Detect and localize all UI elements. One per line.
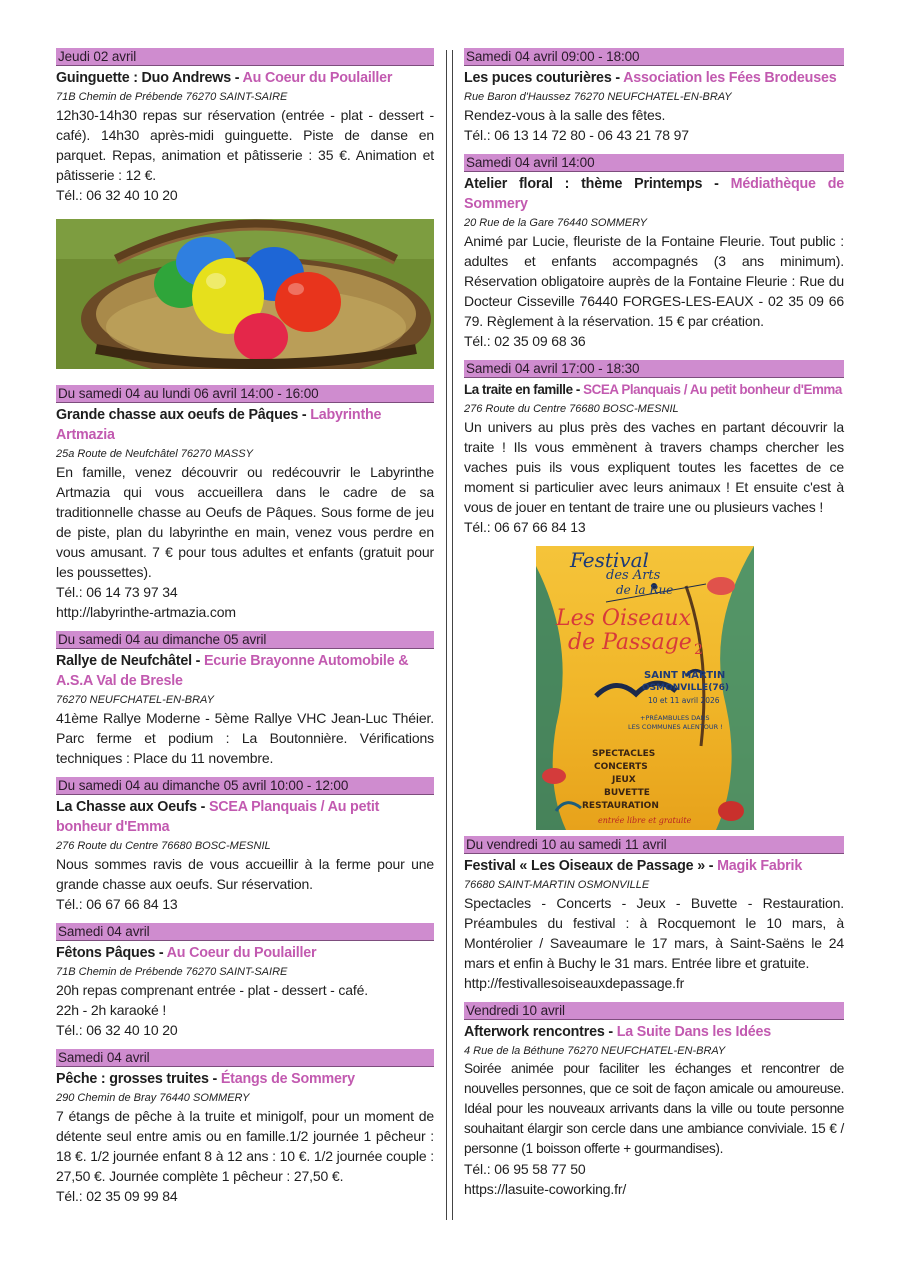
event-description: Nous sommes ravis de vous accueillir à la ferme pour une grande chasse aux oeufs. Sur réservation.: [56, 856, 434, 892]
event-title: La Chasse aux Oeufs - SCEA Planquais / Au petit bonheur d'Emma: [56, 799, 380, 835]
event-phone: Tél.: 02 35 09 99 84: [56, 1188, 178, 1204]
event-organizer: Au Coeur du Poulailler: [166, 945, 317, 961]
event-address: 71B Chemin de Prébende 76270 SAINT-SAIRE: [56, 91, 288, 103]
event-address: 4 Rue de la Béthune 76270 NEUFCHATEL-EN-BRAY: [464, 1045, 726, 1057]
event-date: Du vendredi 10 au samedi 11 avril: [464, 836, 844, 854]
event-phone: Tél.: 02 35 09 68 36: [464, 333, 586, 349]
poster-dates: 10 et 11 avril 2026: [648, 696, 720, 705]
event-title: Fêtons Pâques - Au Coeur du Poulailler: [56, 945, 317, 961]
event-organizer: La Suite Dans les Idées: [616, 1024, 772, 1040]
event-organizer: Étangs de Sommery: [220, 1071, 355, 1087]
poster-title: des Arts: [606, 568, 661, 583]
event-phone: Tél.: 06 67 66 84 13: [56, 896, 178, 912]
event-phone: Tél.: 06 32 40 10 20: [56, 1022, 178, 1038]
event-address: 71B Chemin de Prébende 76270 SAINT-SAIRE: [56, 966, 288, 978]
event-date: Du samedi 04 au dimanche 05 avril: [56, 631, 434, 649]
event-peche: [56, 1049, 434, 1206]
event-address: 290 Chemin de Bray 76440 SOMMERY: [56, 1092, 250, 1104]
event-description: En famille, venez découvrir ou redécouvrir le Labyrinthe Artmazia qui vous accueillera dans le cadre de sa traditionnelle chasse au Oeufs de Pâques. Sous forme de jeu de piste, plan du labyrinthe en main, venez vous perdre en vous amusant. 7 € pour tous adultes et enfants (gratuit pour les poussettes).: [56, 464, 434, 580]
event-title: Guinguette : Duo Andrews - Au Coeur du Poulailler: [56, 70, 393, 86]
event-date: Vendredi 10 avril: [464, 1002, 844, 1020]
event-description: 22h - 2h karaoké !: [56, 1002, 167, 1018]
event-link[interactable]: http://festivallesoiseauxdepassage.fr: [464, 975, 685, 991]
event-organizer: Association les Fées Brodeuses: [623, 70, 837, 86]
event-organizer: Au Coeur du Poulailler: [242, 70, 393, 86]
poster-program: CONCERTS: [594, 762, 648, 772]
event-date: Jeudi 02 avril: [56, 48, 434, 66]
event-address: Rue Baron d'Haussez 76270 NEUFCHATEL-EN-BRAY: [464, 91, 732, 103]
event-chasse-paques: [56, 385, 434, 622]
event-phone: Tél.: 06 32 40 10 20: [56, 187, 178, 203]
event-description: 7 étangs de pêche à la truite et minigolf, pour un moment de détente seul entre amis ou en famille.1/2 journée 1 pêcheur : 18 €. 1/2 journée enfant 8 à 12 ans : 10 €. 1/2 journée couple : 27,50 €. Journée complète 1 pêcheur : 27,50 €.: [56, 1108, 434, 1184]
event-traite: [464, 360, 844, 537]
event-title: Rallye de Neufchâtel - Ecurie Brayonne Automobile & A.S.A Val de Bresle: [56, 653, 409, 689]
event-organizer: SCEA Planquais / Au petit bonheur d'Emma: [56, 799, 380, 835]
event-description: 41ème Rallye Moderne - 5ème Rallye VHC Jean-Luc Théier. Parc ferme et podium : La Boutonnière. Vérifications techniques : Place du 11 novembre.: [56, 710, 434, 766]
event-date: Samedi 04 avril: [56, 1049, 434, 1067]
event-title: Afterwork rencontres - La Suite Dans les Idées: [464, 1024, 772, 1040]
poster-free: entrée libre et gratuite: [598, 816, 692, 825]
event-address: 25a Route de Neufchâtel 76270 MASSY: [56, 448, 253, 460]
event-description: 20h repas comprenant entrée - plat - dessert - café.: [56, 982, 369, 998]
right-column: [464, 48, 844, 1208]
event-description: Spectacles - Concerts - Jeux - Buvette - Restauration. Préambules du festival : à Rocquemont le 10 mars, à Montérolier / Saveaumare le 17 mars, à Saint-Saëns le 24 mars et enfin à Buchy le 31 mars. Entrée libre et gratuite.: [464, 895, 844, 971]
event-title: Atelier floral : thème Printemps - Médiathèque de Sommery: [464, 176, 844, 212]
event-phone: Tél.: 06 67 66 84 13: [464, 519, 586, 535]
poster-preambules: +PRÉAMBULES DANS: [640, 714, 710, 722]
event-title: Les puces couturières - Association les Fées Brodeuses: [464, 70, 837, 86]
festival-poster: [536, 546, 754, 830]
event-puces: [464, 48, 844, 145]
event-date: Samedi 04 avril: [56, 923, 434, 941]
event-date: Du samedi 04 au dimanche 05 avril 10:00 - 12:00: [56, 777, 434, 795]
event-rallye: [56, 631, 434, 768]
event-organizer: Médiathèque de Sommery: [464, 176, 844, 212]
poster-preambules: LES COMMUNES ALENTOUR !: [628, 723, 723, 731]
poster-program: JEUX: [612, 775, 636, 785]
event-address: 20 Rue de la Gare 76440 SOMMERY: [464, 217, 648, 229]
event-chasse-oeufs: [56, 777, 434, 914]
poster-edition: 2: [694, 642, 703, 658]
event-organizer: SCEA Planquais / Au petit bonheur d'Emma: [583, 382, 842, 397]
poster-program: BUVETTE: [604, 788, 650, 798]
event-title: Festival « Les Oiseaux de Passage » - Magik Fabrik: [464, 858, 803, 874]
event-date: Samedi 04 avril 14:00: [464, 154, 844, 172]
event-fetons-paques: [56, 923, 434, 1040]
event-title: Grande chasse aux oeufs de Pâques - Labyrinthe Artmazia: [56, 407, 382, 443]
event-organizer: Ecurie Brayonne Automobile & A.S.A Val de Bresle: [56, 653, 409, 689]
event-title: La traite en famille - SCEA Planquais / Au petit bonheur d'Emma: [464, 382, 842, 397]
event-date: Du samedi 04 au lundi 06 avril 14:00 - 16:00: [56, 385, 434, 403]
event-afterwork: [464, 1002, 844, 1199]
event-address: 276 Route du Centre 76680 BOSC-MESNIL: [464, 403, 679, 415]
event-description: 12h30-14h30 repas sur réservation (entrée - plat - dessert - café). 14h30 après-midi guinguette. Piste de danse en parquet. Repas, animation et pâtisserie : 35 €. Animation et pâtisserie : 12 €.: [56, 107, 434, 183]
poster-headline: Les Oiseaux: [556, 606, 691, 631]
event-description: Soirée animée pour faciliter les échanges et rencontrer de nouvelles personnes, que ce soit de façon amicale ou amoureuse. Idéal pour les nouveaux arrivants dans la ville ou toute personne souhaitant élargir son cercle dans une ambiance conviviale. 15 € / personne (1 boisson offerte + gourmandises).: [464, 1061, 844, 1156]
event-address: 76680 SAINT-MARTIN OSMONVILLE: [464, 879, 650, 891]
event-address: 276 Route du Centre 76680 BOSC-MESNIL: [56, 840, 271, 852]
event-description: Rendez-vous à la salle des fêtes.: [464, 107, 666, 123]
event-phone: Tél.: 06 95 58 77 50: [464, 1161, 586, 1177]
event-description: Un univers au plus près des vaches en partant découvrir la traite ! Ils vous emmènent à travers champs chercher les vaches puis ils vous expliquent toutes les facettes de ce moment si particulier avec leurs animaux ! Et ensuite c'est à vous de jouer en tentant de traire une ou plusieurs vaches !: [464, 419, 844, 515]
column-divider: [452, 50, 453, 1220]
poster-program: RESTAURATION: [582, 801, 659, 811]
left-column: [56, 48, 434, 1215]
event-link[interactable]: http://labyrinthe-artmazia.com: [56, 604, 236, 620]
event-guinguette: [56, 48, 434, 205]
poster-place: OSMONVILLE(76): [642, 683, 729, 693]
event-phone: Tél.: 06 13 14 72 80 - 06 43 21 78 97: [464, 127, 689, 143]
poster-place: SAINT MARTIN: [644, 670, 726, 681]
event-address: 76270 NEUFCHATEL-EN-BRAY: [56, 694, 214, 706]
event-date: Samedi 04 avril 17:00 - 18:30: [464, 360, 844, 378]
poster-headline: de Passage: [568, 630, 692, 655]
event-description: Animé par Lucie, fleuriste de la Fontaine Fleurie. Tout public : adultes et enfants accompagnés (3 ans minimum). Réservation obligatoire auprès de la Fontaine Fleurie : Rue du Docteur Cisseville 76440 FORGES-LES-EAUX - 02 35 09 66 79. Règlement à la réservation. 15 € par création.: [464, 233, 844, 329]
event-date: Samedi 04 avril 09:00 - 18:00: [464, 48, 844, 66]
poster-title: de la Rue: [616, 583, 674, 597]
event-phone: Tél.: 06 14 73 97 34: [56, 584, 178, 600]
event-organizer: Magik Fabrik: [717, 858, 803, 874]
poster-program: SPECTACLES: [592, 749, 656, 759]
event-atelier-floral: [464, 154, 844, 351]
event-title: Pêche : grosses truites - Étangs de Sommery: [56, 1071, 355, 1087]
easter-eggs-photo: [56, 219, 434, 369]
event-festival: [464, 836, 844, 993]
event-link[interactable]: https://lasuite-coworking.fr/: [464, 1181, 627, 1197]
column-divider: [446, 50, 447, 1220]
event-organizer: Labyrinthe Artmazia: [56, 407, 382, 443]
poster-title: Festival: [570, 548, 649, 572]
